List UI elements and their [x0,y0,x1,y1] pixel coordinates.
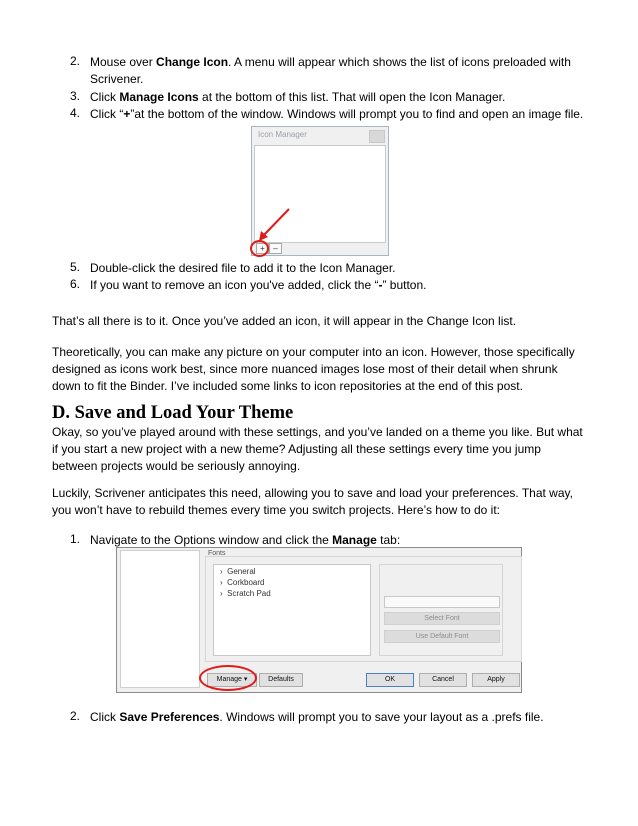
tree-item[interactable]: › General [220,567,256,576]
cancel-button[interactable]: Cancel [419,673,467,687]
list-number: 1. [70,532,81,546]
list-number: 2. [70,709,81,723]
defaults-button[interactable]: Defaults [259,673,303,687]
tree-item[interactable]: › Corkboard [220,578,265,587]
fonts-tree [213,564,371,656]
list-item: Mouse over Change Icon. A menu will appear which shows the list of icons preloaded with Scrivener. [90,55,571,86]
list-number: 3. [70,89,81,103]
select-font-button[interactable]: Select Font [384,612,500,625]
options-window-screenshot [116,547,522,693]
manage-button[interactable]: Manage ▾ [207,673,257,687]
list-number: 2. [70,54,81,68]
paragraph: Theoretically, you can make any picture on your computer into an icon. However, those specifically designed as icons work best, since more nuanced images lose most of their detail when shrunk down to fit the Binder. I’ve included some links to icon repositories at the end of this post. [52,345,575,393]
paragraph: Okay, so you’ve played around with these settings, and you’ve landed on a theme you like. But what if you start a new project with a new theme? Adjusting all these settings every time you jump between projects would be seriously annoying. [52,425,583,473]
list-item: Click Save Preferences. Windows will prompt you to save your layout as a .prefs file. [90,710,544,724]
paragraph: Luckily, Scrivener anticipates this need, allowing you to save and load your preferences. That way, you won’t have to rebuild themes every time you switch projects. Here’s how to do it: [52,486,573,517]
list-number: 5. [70,260,81,274]
apply-button[interactable]: Apply [472,673,520,687]
tree-item[interactable]: › Scratch Pad [220,589,271,598]
list-item: If you want to remove an icon you've added, click the “-” button. [90,278,427,292]
list-item: Navigate to the Options window and click the Manage tab: [90,533,401,547]
list-item: Click Manage Icons at the bottom of this list. That will open the Icon Manager. [90,90,506,104]
list-item: Click “+”at the bottom of the window. Windows will prompt you to find and open an image file. [90,107,584,121]
highlight-ellipse [199,665,257,691]
options-sidebar [120,550,200,688]
use-default-font-button[interactable]: Use Default Font [384,630,500,643]
add-icon-button[interactable]: + [256,243,269,254]
list-number: 4. [70,106,81,120]
icon-manager-title: Icon Manager [258,130,307,139]
fonts-group-label: Fonts [208,550,226,557]
remove-icon-button[interactable]: – [269,243,282,254]
ok-button[interactable]: OK [366,673,414,687]
section-heading: D. Save and Load Your Theme [52,403,294,423]
paragraph: That’s all there is to it. Once you’ve added an icon, it will appear in the Change Icon list. [52,314,517,328]
font-preview-field [384,596,500,608]
list-number: 6. [70,277,81,291]
list-item: Double-click the desired file to add it to the Icon Manager. [90,261,396,275]
